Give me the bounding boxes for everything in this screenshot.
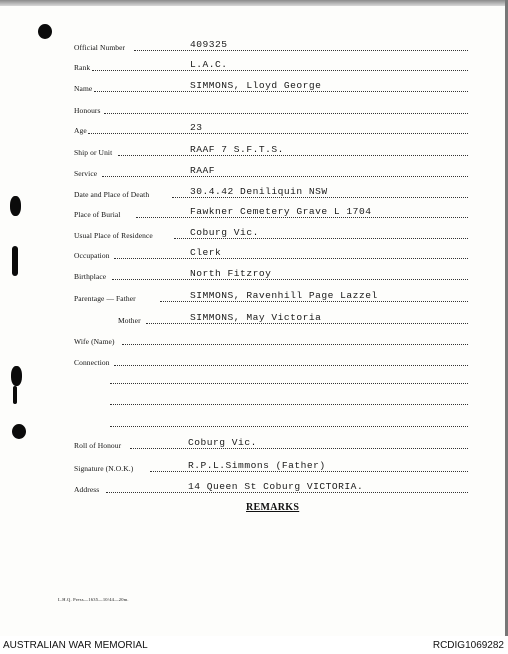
field-value: RAAF [190,165,216,176]
field-label: Address [74,485,100,494]
field-ship-or-unit [74,143,468,157]
field-service [74,164,468,178]
field-birthplace [74,267,468,281]
field-label: Honours [74,106,101,115]
field-label: Age [74,126,87,135]
field-label: Birthplace [74,272,107,281]
field-label: Ship or Unit [74,148,113,157]
punch-hole-icon [10,196,21,216]
archive-footer [0,636,508,654]
connection-line [110,404,468,405]
field-rank [74,58,468,72]
field-label: Official Number [74,43,126,52]
field-value: RAAF 7 S.F.T.S. [190,144,284,155]
field-value: 23 [190,122,203,133]
field-value: SIMMONS, Ravenhill Page Lazzel [190,290,378,301]
field-label: Date and Place of Death [74,190,150,199]
field-place-of-burial [74,205,468,219]
field-value: Coburg Vic. [190,227,259,238]
field-label: Name [74,84,93,93]
remarks-heading: REMARKS [246,502,300,513]
field-address [74,480,468,494]
connection-line [110,426,468,427]
field-label: Signature (N.O.K.) [74,464,134,473]
field-label: Usual Place of Residence [74,231,153,240]
field-value: 30.4.42 Deniliquin NSW [190,186,328,197]
punch-hole-icon [12,246,18,276]
field-value: R.P.L.Simmons (Father) [188,460,326,471]
field-value: Clerk [190,247,222,258]
field-value: 409325 [190,39,228,50]
field-age [74,121,468,135]
scan-top-edge [0,0,508,6]
field-value: L.A.C. [190,59,228,70]
field-roll-of-honour [74,436,468,450]
field-value: Fawkner Cemetery Grave L 1704 [190,206,372,217]
connection-line [110,383,468,384]
punch-hole-icon [11,366,22,386]
field-label: Mother [118,316,141,325]
field-wife [74,332,468,346]
field-connection [74,353,468,367]
field-date-place-death [74,185,468,199]
field-label: Service [74,169,98,178]
field-label: Roll of Honour [74,441,122,450]
field-official-number [74,38,468,52]
field-signature-nok [74,459,468,473]
archive-name: AUSTRALIAN WAR MEMORIAL [3,640,148,651]
field-value: North Fitzroy [190,268,272,279]
record-id: RCDIG1069282 [432,640,504,651]
field-label: Wife (Name) [74,337,115,346]
punch-hole-icon [13,386,17,404]
field-honours [74,101,468,115]
field-occupation [74,246,468,260]
field-label: Parentage — Father [74,294,136,303]
punch-hole-icon [38,24,52,39]
field-value: SIMMONS, Lloyd George [190,80,322,91]
field-name [74,79,468,93]
field-value: 14 Queen St Coburg VICTORIA. [188,481,364,492]
field-value: Coburg Vic. [188,437,257,448]
printer-imprint: L.H.Q. Press—1635—10/44—20m. [58,597,129,602]
field-father [74,289,468,303]
field-value: SIMMONS, May Victoria [190,312,322,323]
field-mother [74,311,468,325]
field-label: Rank [74,63,91,72]
field-usual-residence [74,226,468,240]
field-label: Place of Burial [74,210,121,219]
field-label: Occupation [74,251,110,260]
punch-hole-icon [12,424,26,439]
field-label: Connection [74,358,110,367]
